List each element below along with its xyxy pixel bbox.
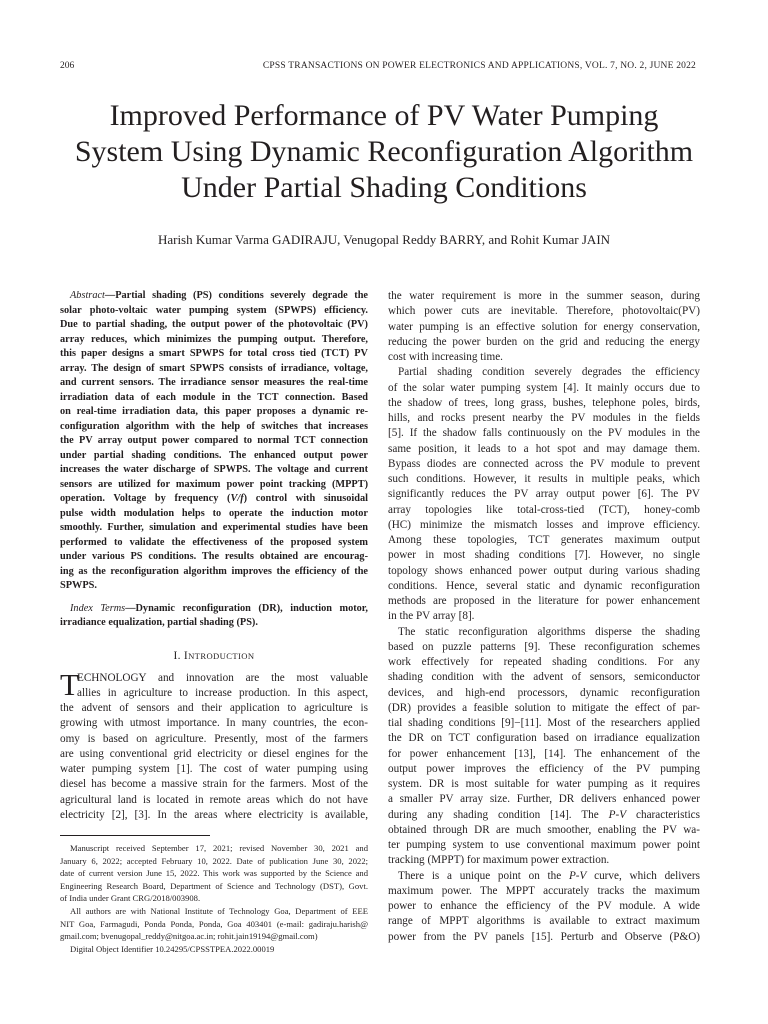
body-line: There is a unique point on the P-V curve, which delivers: [398, 869, 700, 882]
body-line: are using conventional grid electricity or diesel engines for the: [60, 747, 368, 760]
body-line: hills, and rocks present nearby the PV modules in the fields: [388, 412, 700, 424]
body-line: tial shading conditions [9]−[11]. Most of the researchers applied: [388, 717, 700, 729]
body-line: system. DR is most suitable for water pumping as it requires: [388, 778, 700, 790]
abstract-line: on real-time irradiation data, this paper proposes a dynamic re-: [60, 406, 368, 417]
body-line: the DR on TCT configuration based on irradiance equalization: [388, 732, 700, 745]
abstract-line: solar photo-voltaic water pumping system (SPWPS) efficiency.: [60, 304, 368, 316]
footnote-line: All authors are with National Institute of Technology Goa, Department of EEE: [70, 905, 368, 916]
abstract-lead: Abstract: [70, 290, 105, 301]
footnotes: [60, 842, 368, 955]
abstract-line: operation. Voltage by frequency (V/f) control with sinusoidal: [60, 493, 368, 504]
body-line: (HC) minimize the mismatch losses and improve efficiency.: [388, 518, 700, 531]
title-line: Improved Performance of PV Water Pumping: [109, 99, 659, 132]
body-line: [5]. If the shadow falls continuously on the PV modules in the: [388, 427, 700, 440]
body-line: which power cuts are inevitable. Therefore, photovoltaic(PV): [388, 305, 700, 318]
abstract-line: the PV array output power compared to normal TCT connection: [60, 435, 368, 446]
page-number: 206: [60, 61, 75, 71]
abstract-line: configuration algorithm with the help of switches that increases: [60, 420, 368, 432]
paper-title: [40, 98, 728, 206]
body-line: agricultural land is located in remote areas which do not have: [60, 793, 368, 806]
footnote-line: of India under Grant CRG/2018/003908.: [60, 893, 201, 904]
index-terms-line: irradiance equalization, partial shading (PS).: [60, 617, 258, 628]
body-line: Bypass diodes are connected across the PV module to prevent: [388, 457, 700, 470]
abstract-line: Abstract—Partial shading (PS) conditions severely degrade the: [70, 290, 368, 301]
body-line: ter pumping system to use conventional maximum power point: [388, 839, 700, 851]
body-line: cost with increasing time.: [388, 351, 503, 363]
body-line: the water requirement is more in the summer season, during: [388, 290, 700, 302]
index-terms-lead: Index Terms: [70, 602, 126, 614]
introduction-text: [60, 666, 368, 824]
body-line: topology shows enhanced power output during various shading: [388, 564, 700, 577]
body-line: in the PV array [8].: [388, 610, 475, 623]
body-line: the advent of sensors and their application to agriculture is: [60, 702, 368, 714]
body-line: shading condition with the advent of sensors, semiconductor: [388, 671, 700, 684]
abstract-line: smoothly. Further, simulation and experimental studies have been: [60, 522, 368, 533]
abstract-line: increases the water discharge of SPWPS. The voltage and current: [60, 464, 368, 475]
body-line: allies in agriculture to increase production. In this aspect,: [77, 686, 368, 699]
abstract-line: this paper designs a smart SPWPS for total cross tied (TCT) PV: [60, 348, 368, 359]
abstract-line: under various PS conditions. The results obtained are encourag-: [60, 551, 368, 562]
author-list: Harish Kumar Varma GADIRAJU, Venugopal Reddy BARRY, and Rohit Kumar JAIN: [157, 232, 611, 247]
abstract-line: pulse width modulation helps to operate the induction motor: [60, 507, 368, 519]
abstract-line: under partial shading conditions. The enhanced output power: [60, 449, 368, 461]
title-line: Under Partial Shading Conditions: [181, 171, 587, 204]
body-line: a smaller PV array size. Further, DR delivers enhanced power: [388, 793, 700, 806]
body-line: maximum power. The MPPT accurately tracks the maximum: [388, 884, 700, 897]
abstract-line: irradiation data of each module in the TCT connection. Based: [60, 391, 368, 403]
body-line: for power enhancement [13], [14]. The enhancement of the: [388, 747, 700, 760]
body-line: ECHNOLOGY and innovation are the most valuable: [77, 671, 368, 684]
abstract-line: performed to validate the effectiveness of the proposed system: [60, 536, 368, 548]
footnote-line: gmail.com; bvenugopal_reddy@nitgoa.ac.in; rohit.jain19194@gmail.com): [60, 931, 318, 942]
body-line: obtained through DR are much smoother, enabling the PV wa-: [388, 823, 700, 836]
body-line: water pumping system [1]. The cost of water pumping using: [60, 763, 368, 775]
abstract-line: SPWPS.: [60, 580, 97, 591]
footnote-line: January 6, 2022; accepted February 10, 2022. Date of publication June 30, 2022;: [60, 855, 368, 866]
body-line: such conditions. However, it results in multiple peaks, which: [388, 473, 700, 485]
body-line: Partial shading condition severely degrades the efficiency: [398, 366, 700, 379]
drop-cap: T: [60, 666, 79, 702]
body-line: electricity [2], [3]. In the areas where electricity is available,: [60, 808, 368, 821]
section-heading: I. INTRODUCTION: [173, 649, 255, 662]
body-line: range of MPPT algorithms is available to extract maximum: [388, 915, 700, 928]
body-line: diesel has become a massive strain for the farmers. Most of the: [60, 778, 368, 791]
body-line: conditions. Hence, several static and dynamic reconfiguration: [388, 579, 700, 592]
footnote-line: date of current version June 15, 2022. This work was supported by the Science and: [60, 868, 368, 879]
body-line: the shadow of trees, long grass, bushes, telephone poles, birds,: [388, 396, 700, 409]
body-line: output power improves the efficiency of the PV pumping: [388, 762, 700, 775]
body-line: Among these topologies, TCT generates maximum output: [388, 534, 700, 546]
footnote-divider: [60, 835, 210, 836]
footnote-line: Manuscript received September 17, 2021; revised November 30, 2021 and: [70, 843, 368, 853]
footnote-line: Engineering Research Board, Department of Science and Technology (DST), Govt.: [60, 880, 368, 891]
abstract-line: array reduces, which minimizes the pumping output. Therefore,: [60, 333, 368, 345]
body-line: (DR) provides a feasible solution to mitigate the effect of par-: [388, 701, 700, 714]
body-line: array topologies like total-cross-tied (TCT), honey-comb: [388, 503, 700, 516]
body-line: water pumping is an effective solution for energy conservation,: [388, 320, 700, 333]
abstract-line: array. The design of smart SPWPS consists of irradiance, voltage,: [60, 362, 368, 374]
body-line: significantly reduces the PV array output power [6]. The PV: [388, 488, 700, 501]
body-line: devices, and high-end processors, dynamic reconfiguration: [388, 686, 700, 699]
body-line: same position, it leads to a hot spot and may damage them.: [388, 442, 700, 455]
abstract-line: Due to partial shading, the output power of the photovoltaic (PV): [60, 319, 368, 330]
body-line: growing with utmost importance. In many countries, the econ-: [60, 717, 368, 730]
body-line: reducing the power burden on the grid and reducing the energy: [388, 335, 700, 348]
body-line: power in most shading conditions [7]. However, no single: [388, 549, 700, 562]
index-terms: [60, 602, 368, 631]
title-line: System Using Dynamic Reconfiguration Algorithm: [74, 135, 694, 168]
abstract-line: ing as the reconfiguration algorithm improves the efficiency of the: [60, 565, 368, 577]
footnote-doi: Digital Object Identifier 10.24295/CPSSTPEA.2022.00019: [70, 943, 275, 954]
body-line: tracking (MPPT) for maximum power extraction.: [388, 854, 610, 867]
footnote-line: NIT Goa, Farmagudi, Ponda Ponda, Ponda, Goa 403401 (e-mail: gadiraju.harish@: [60, 918, 368, 929]
body-line: The static reconfiguration algorithms disperse the shading: [398, 625, 700, 638]
left-column: [60, 289, 368, 823]
body-line: power to enhance the efficiency of the PV module. A wide: [388, 900, 700, 912]
right-column: [388, 289, 700, 945]
body-line: of the solar water pumping system [4]. It mainly occurs due to: [388, 381, 700, 394]
body-line: based on puzzle patterns [9]. These reconfiguration schemes: [388, 640, 700, 653]
running-head: CPSS TRANSACTIONS ON POWER ELECTRONICS AND APPLICATIONS, VOL. 7, NO. 2, JUNE 2022: [262, 61, 696, 71]
body-line: omy is based on agriculture. Presently, most of the farmers: [60, 732, 368, 745]
abstract-line: and current sensors. The irradiance sensor measures the real-time: [60, 377, 368, 388]
body-line: during any shading condition [14]. The P-V characteristics: [388, 808, 700, 821]
abstract: [60, 289, 368, 594]
index-terms-line: Index Terms—Dynamic reconfiguration (DR), induction motor,: [70, 602, 368, 614]
body-line: methods are proposed in the literature for power enhancement: [388, 595, 700, 607]
body-line: power from the PV panels [15]. Perturb and Observe (P&O): [388, 930, 700, 943]
body-line: work effectively for repeated shading conditions. For any: [388, 656, 700, 668]
abstract-line: sensors are utilized for maximum power point tracking (MPPT): [60, 478, 368, 490]
